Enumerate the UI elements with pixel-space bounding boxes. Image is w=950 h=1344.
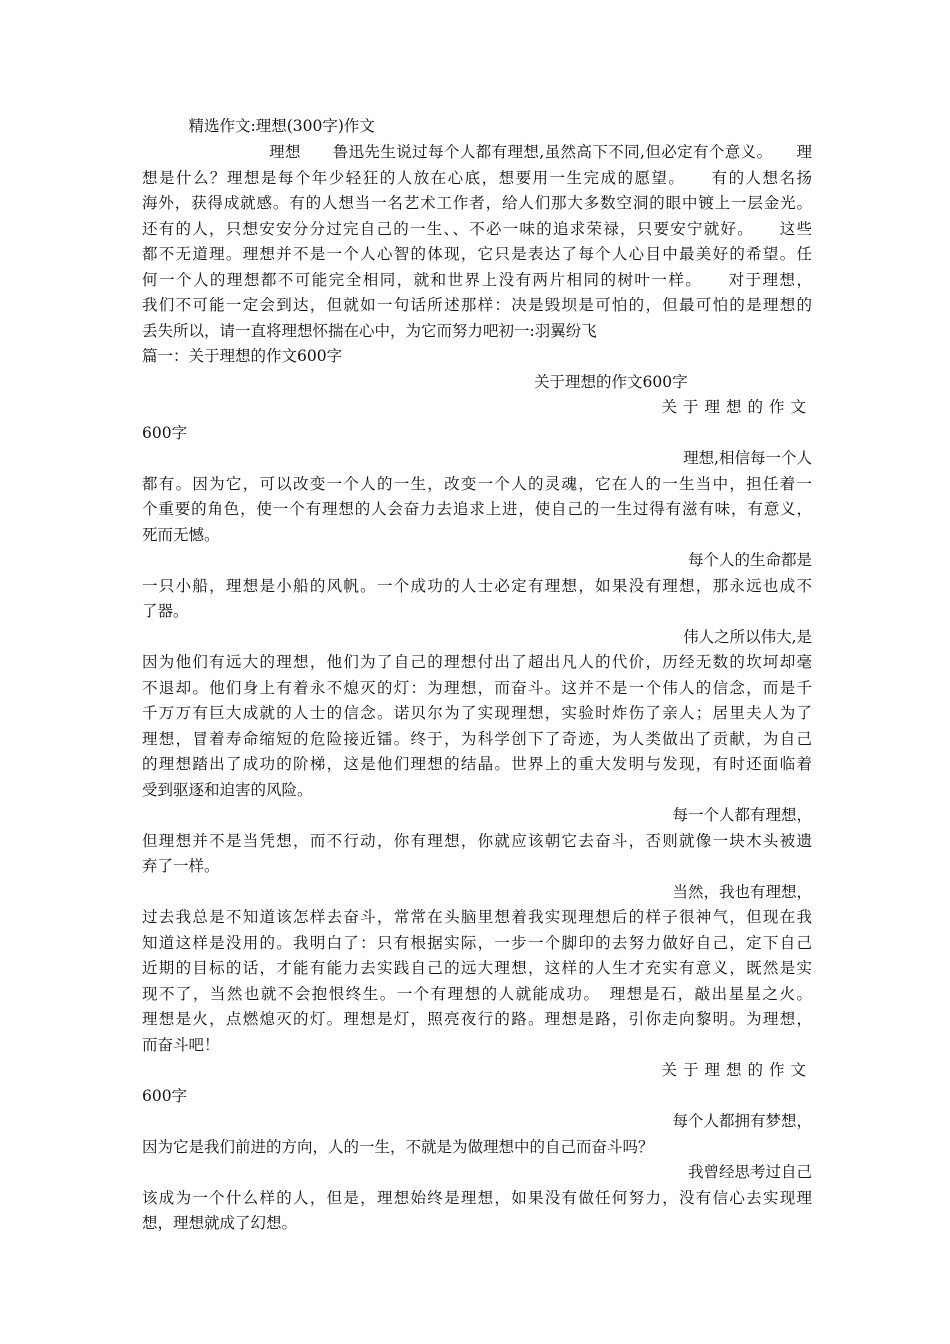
text-line: 但理想并不是当凭想，而不行动，你有理想，你就应该朝它去奋斗，否则就像一块木头被遗 (142, 832, 812, 850)
text-line: 一只小船，理想是小船的风帆。一个成功的人士必定有理想，如果没有理想，那永远也成不 (142, 577, 812, 595)
text-line: 受到驱逐和迫害的风险。 (142, 781, 313, 799)
text-line: 想是什么？理想是每个年少轻狂的人放在心底，想要用一生完成的愿望。 有的人想名扬 (142, 169, 812, 187)
text-line: 因为它是我们前进的方向，人的一生，不就是为做理想中的自己而奋斗吗？ (142, 1138, 654, 1156)
subtitle: 关于理想的作文 (661, 1061, 812, 1079)
text-line: 理想是火，点燃熄灭的灯。理想是灯，照亮夜行的路。理想是路，引你走向黎明。为理想， (142, 1010, 812, 1028)
text-line: 死而无憾。 (142, 526, 220, 544)
paragraph-start: 每个人都拥有梦想， (672, 1112, 812, 1130)
text-line: 近期的目标的话，才能有能力去实践自己的远大理想，这样的人生才充实有意义，既然是实 (142, 959, 812, 977)
text-line: 知道这样是没用的。我明白了：只有根据实际，一步一个脚印的去努力做好自己，定下自己 (142, 934, 812, 952)
text-line: 都不无道理。理想并不是一个人心智的体现，它只是表达了每个人心目中最美好的希望。任 (142, 245, 812, 263)
section-heading: 篇一：关于理想的作文600字 (142, 347, 343, 365)
paragraph-start: 理想,相信每一个人 (683, 449, 812, 467)
text-line: 海外，获得成就感。有的人想当一名艺术工作者，给人们那大多数空洞的眼中镀上一层金光。 (142, 194, 812, 212)
text-line: 而奋斗吧！ (142, 1036, 220, 1054)
text-line: 现不了，当然也就不会抱恨终生。一个有理想的人就能成功。 理想是石，敲出星星之火。 (142, 985, 812, 1003)
paragraph-start: 每一个人都有理想， (672, 806, 812, 824)
text-line: 的理想踏出了成功的阶梯，这是他们理想的结晶。世界上的重大发明与发现，有时还面临着 (142, 755, 812, 773)
paragraph-start: 当然，我也有理想， (672, 883, 812, 901)
text-line: 了器。 (142, 602, 189, 620)
text-line: 丢失所以，请一直将理想怀揣在心中，为它而努力吧初一:羽翼纷飞 (142, 322, 597, 340)
text-line: 都有。因为它，可以改变一个人的一生，改变一个人的灵魂，它在人的一生当中，担任着一 (142, 475, 812, 493)
subtitle-continued: 600字 (142, 1087, 188, 1105)
subtitle-continued: 600字 (142, 424, 188, 442)
text-line: 弃了一样。 (142, 857, 220, 875)
section-title: 关于理想的作文600字 (534, 373, 688, 391)
paragraph-start: 我曾经思考过自己 (687, 1163, 812, 1181)
text-line: 个重要的角色，使一个有理想的人会奋力去追求上进，使自己的一生过得有滋有味，有意义， (142, 500, 812, 518)
text-line: 因为他们有远大的理想，他们为了自己的理想付出了超出凡人的代价，历经无数的坎坷却毫 (142, 653, 812, 671)
paragraph-start: 每个人的生命都是 (687, 551, 812, 569)
text-line: 想，理想就成了幻想。 (142, 1214, 298, 1232)
text-line: 过去我总是不知道该怎样去奋斗，常常在头脑里想着我实现理想后的样子很神气，但现在我 (142, 908, 812, 926)
text-line: 该成为一个什么样的人，但是，理想始终是理想，如果没有做任何努力，没有信心去实现理 (142, 1189, 812, 1207)
text-line: 不退却。他们身上有着永不熄灭的灯：为理想，而奋斗。这并不是一个伟人的信念，而是千 (142, 679, 812, 697)
text-line: 理想，冒着寿命缩短的危险接近镭。终于，为科学创下了奇迹，为人类做出了贡献，为自己 (142, 730, 812, 748)
text-line: 我们不可能一定会到达，但就如一句话所述那样：决是毁坝是可怕的，但最可怕的是理想的 (142, 296, 812, 314)
text-line: 何一个人的理想都不可能完全相同，就和世界上没有两片相同的树叶一样。 对于理想， (142, 271, 812, 289)
paragraph-start: 伟人之所以伟大,是 (683, 628, 812, 646)
text-line: 理想 鲁迅先生说过每个人都有理想,虽然高下不同,但必定有个意义。 理 (142, 143, 812, 161)
text-line: 还有的人，只想安安分分过完自己的一生、、不必一味的追求荣禄，只要安宁就好。 这些 (142, 220, 812, 238)
subtitle: 关于理想的作文 (661, 398, 812, 416)
text-line: 千万万有巨大成就的人士的信念。诺贝尔为了实现理想，实验时炸伤了亲人；居里夫人为了 (142, 704, 812, 722)
essay-title: 精选作文:理想(300字)作文 (142, 117, 375, 135)
